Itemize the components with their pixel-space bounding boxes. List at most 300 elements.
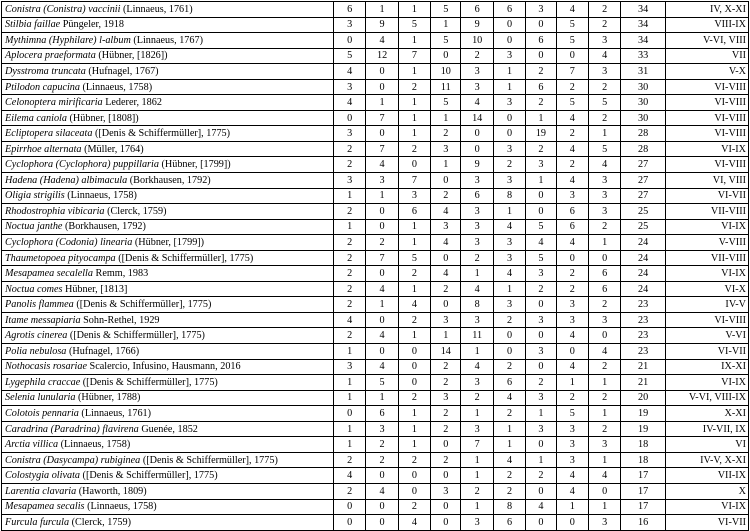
count-cell-2: 0: [366, 515, 398, 531]
species-name: Dysstroma truncata: [5, 65, 86, 77]
count-cell-3: 1: [398, 95, 430, 111]
count-cell-9: 4: [588, 468, 620, 484]
count-cell-9: 0: [588, 250, 620, 266]
count-cell-7: 3: [526, 266, 556, 282]
count-cell-8: 3: [556, 421, 588, 437]
count-cell-6: 0: [493, 344, 525, 360]
species-name: Conistra (Dasycampa) rubiginea: [5, 454, 141, 466]
species-name: Colotois pennaria: [5, 407, 79, 419]
count-cell-3: 4: [398, 515, 430, 531]
count-cell-1: 3: [334, 17, 366, 33]
count-cell-1: 2: [334, 157, 366, 173]
count-cell-5: 0: [461, 126, 493, 142]
count-cell-2: 1: [366, 390, 398, 406]
count-cell-4: 3: [431, 219, 461, 235]
count-cell-8: 5: [556, 95, 588, 111]
count-cell-2: 4: [366, 328, 398, 344]
total-cell: 27: [621, 157, 666, 173]
species-author: (Hufnagel, 1766): [66, 345, 140, 357]
count-cell-8: 6: [556, 204, 588, 220]
count-cell-6: 0: [493, 33, 525, 49]
total-cell: 23: [621, 344, 666, 360]
species-name: Hadena (Hadena) albimacula: [5, 174, 128, 186]
count-cell-7: 1: [526, 173, 556, 189]
count-cell-1: 0: [334, 499, 366, 515]
total-cell: 30: [621, 110, 666, 126]
species-name: Thaumetopoea pityocampa: [5, 252, 116, 264]
count-cell-5: 2: [461, 48, 493, 64]
total-cell: 28: [621, 141, 666, 157]
total-cell: 27: [621, 188, 666, 204]
total-cell: 17: [621, 483, 666, 499]
count-cell-1: 1: [334, 219, 366, 235]
flight-months-cell: VI-VII: [665, 188, 748, 204]
count-cell-9: 3: [588, 437, 620, 453]
count-cell-9: 3: [588, 188, 620, 204]
count-cell-3: 0: [398, 483, 430, 499]
total-cell: 24: [621, 250, 666, 266]
count-cell-1: 0: [334, 406, 366, 422]
count-cell-1: 4: [334, 95, 366, 111]
count-cell-1: 1: [334, 188, 366, 204]
count-cell-4: 2: [431, 281, 461, 297]
count-cell-7: 19: [526, 126, 556, 142]
count-cell-7: 1: [526, 452, 556, 468]
total-cell: 17: [621, 468, 666, 484]
count-cell-2: 0: [366, 219, 398, 235]
count-cell-9: 5: [588, 141, 620, 157]
count-cell-5: 7: [461, 437, 493, 453]
table-row: [2, 483, 749, 499]
count-cell-3: 6: [398, 204, 430, 220]
species-name: Rhodostrophia vibicaria: [5, 205, 105, 217]
count-cell-7: 0: [526, 204, 556, 220]
count-cell-3: 2: [398, 452, 430, 468]
count-cell-2: 3: [366, 173, 398, 189]
count-cell-3: 1: [398, 64, 430, 80]
count-cell-6: 3: [493, 235, 525, 251]
count-cell-6: 2: [493, 157, 525, 173]
species-name: Cyclophora (Codonia) linearia: [5, 236, 133, 248]
count-cell-8: 3: [556, 188, 588, 204]
count-cell-7: 1: [526, 406, 556, 422]
count-cell-8: 0: [556, 344, 588, 360]
count-cell-3: 7: [398, 173, 430, 189]
species-author: (Müller, 1764): [81, 143, 144, 155]
species-author: (Borkhausen, 1792): [127, 174, 211, 186]
count-cell-8: 4: [556, 110, 588, 126]
count-cell-1: 2: [334, 328, 366, 344]
count-cell-1: 2: [334, 452, 366, 468]
flight-months-cell: V-VIII: [665, 235, 748, 251]
count-cell-9: 3: [588, 173, 620, 189]
count-cell-7: 3: [526, 390, 556, 406]
species-cell: [2, 406, 334, 422]
flight-months-cell: VII-VIII: [665, 204, 748, 220]
species-author: ([Denis & Schiffermüller], 1775): [73, 299, 212, 311]
count-cell-1: 1: [334, 421, 366, 437]
count-cell-4: 2: [431, 421, 461, 437]
count-cell-4: 2: [431, 188, 461, 204]
flight-months-cell: VI: [665, 437, 748, 453]
count-cell-5: 1: [461, 266, 493, 282]
total-cell: 17: [621, 499, 666, 515]
count-cell-8: 4: [556, 2, 588, 18]
count-cell-3: 3: [398, 188, 430, 204]
count-cell-5: 3: [461, 79, 493, 95]
species-author: (Borkhausen, 1792): [62, 221, 146, 233]
species-author: Lederer, 1862: [102, 97, 162, 109]
count-cell-9: 1: [588, 126, 620, 142]
count-cell-5: 3: [461, 375, 493, 391]
count-cell-1: 2: [334, 204, 366, 220]
count-cell-4: 3: [431, 312, 461, 328]
species-author: Scalercio, Infusino, Hausmann, 2016: [86, 361, 241, 373]
count-cell-9: 3: [588, 515, 620, 531]
count-cell-2: 0: [366, 266, 398, 282]
table-row: [2, 235, 749, 251]
count-cell-7: 0: [526, 188, 556, 204]
count-cell-3: 2: [398, 390, 430, 406]
species-name: Caradrina (Paradrina) flavirena: [5, 423, 139, 435]
count-cell-9: 2: [588, 110, 620, 126]
count-cell-9: 3: [588, 64, 620, 80]
species-author: (Linnaeus, 1758): [79, 81, 153, 93]
table-row: [2, 188, 749, 204]
count-cell-3: 5: [398, 17, 430, 33]
count-cell-7: 6: [526, 79, 556, 95]
count-cell-6: 3: [493, 141, 525, 157]
count-cell-1: 2: [334, 141, 366, 157]
table-row: [2, 95, 749, 111]
total-cell: 34: [621, 2, 666, 18]
count-cell-4: 1: [431, 17, 461, 33]
count-cell-7: 2: [526, 141, 556, 157]
count-cell-1: 2: [334, 235, 366, 251]
count-cell-5: 3: [461, 235, 493, 251]
count-cell-7: 0: [526, 437, 556, 453]
total-cell: 30: [621, 79, 666, 95]
count-cell-3: 1: [398, 437, 430, 453]
table-row: [2, 17, 749, 33]
total-cell: 16: [621, 515, 666, 531]
count-cell-8: 4: [556, 483, 588, 499]
count-cell-2: 4: [366, 281, 398, 297]
species-cell: [2, 33, 334, 49]
table-row: [2, 64, 749, 80]
count-cell-1: 3: [334, 126, 366, 142]
table-row: [2, 204, 749, 220]
flight-months-cell: VII-VIII: [665, 250, 748, 266]
flight-months-cell: IV-V, X-XI: [665, 452, 748, 468]
count-cell-9: 2: [588, 79, 620, 95]
count-cell-7: 0: [526, 328, 556, 344]
count-cell-3: 1: [398, 281, 430, 297]
species-cell: [2, 95, 334, 111]
count-cell-8: 1: [556, 375, 588, 391]
species-name: Agrotis cinerea: [5, 330, 68, 342]
count-cell-3: 5: [398, 250, 430, 266]
total-cell: 21: [621, 359, 666, 375]
count-cell-1: 1: [334, 437, 366, 453]
count-cell-5: 3: [461, 312, 493, 328]
count-cell-1: 2: [334, 250, 366, 266]
table-row: [2, 344, 749, 360]
species-name: Nothocasis rosariae: [5, 361, 87, 373]
species-name: Epirrhoe alternata: [5, 143, 82, 155]
count-cell-6: 4: [493, 219, 525, 235]
count-cell-6: 1: [493, 79, 525, 95]
count-cell-7: 2: [526, 95, 556, 111]
count-cell-8: 5: [556, 33, 588, 49]
species-author: (Hübner, [1808]): [66, 112, 139, 124]
count-cell-1: 3: [334, 173, 366, 189]
species-author: ([Denis & Schiffermüller], 1775): [67, 330, 205, 342]
count-cell-7: 0: [526, 515, 556, 531]
species-author: (Hufnagel, 1767): [85, 65, 159, 77]
count-cell-8: 3: [556, 452, 588, 468]
species-name: Conistra (Conistra) vaccinii: [5, 3, 121, 15]
count-cell-5: 10: [461, 33, 493, 49]
species-cell: [2, 390, 334, 406]
flight-months-cell: IV, X-XI: [665, 2, 748, 18]
count-cell-1: 1: [334, 375, 366, 391]
count-cell-2: 1: [366, 95, 398, 111]
species-author: ([Denis & Schiffermüller], 1775): [80, 470, 218, 482]
count-cell-8: 4: [556, 235, 588, 251]
count-cell-2: 12: [366, 48, 398, 64]
count-cell-8: 3: [556, 437, 588, 453]
count-cell-5: 2: [461, 390, 493, 406]
count-cell-8: 2: [556, 266, 588, 282]
count-cell-6: 2: [493, 406, 525, 422]
count-cell-2: 5: [366, 375, 398, 391]
table-row: [2, 452, 749, 468]
count-cell-8: 4: [556, 468, 588, 484]
count-cell-4: 2: [431, 452, 461, 468]
count-cell-6: 6: [493, 515, 525, 531]
count-cell-9: 6: [588, 266, 620, 282]
count-cell-8: 3: [556, 297, 588, 313]
total-cell: 34: [621, 17, 666, 33]
species-cell: [2, 188, 334, 204]
count-cell-4: 3: [431, 483, 461, 499]
count-cell-7: 2: [526, 64, 556, 80]
species-cell: [2, 515, 334, 531]
flight-months-cell: VI-IX: [665, 141, 748, 157]
count-cell-8: 5: [556, 406, 588, 422]
count-cell-4: 2: [431, 406, 461, 422]
count-cell-1: 3: [334, 359, 366, 375]
total-cell: 19: [621, 406, 666, 422]
species-cell: [2, 344, 334, 360]
species-author: (Hübner, [1826]): [95, 50, 168, 62]
count-cell-7: 6: [526, 33, 556, 49]
count-cell-2: 0: [366, 64, 398, 80]
species-cell: [2, 312, 334, 328]
species-cell: [2, 421, 334, 437]
species-author: ([Denis & Schiffermüller], 1775): [92, 128, 231, 140]
species-cell: [2, 437, 334, 453]
count-cell-8: 3: [556, 312, 588, 328]
count-cell-2: 4: [366, 359, 398, 375]
count-cell-4: 3: [431, 390, 461, 406]
count-cell-7: 0: [526, 483, 556, 499]
total-cell: 24: [621, 235, 666, 251]
count-cell-9: 3: [588, 33, 620, 49]
count-cell-3: 1: [398, 33, 430, 49]
count-cell-9: 2: [588, 390, 620, 406]
table-row: [2, 437, 749, 453]
count-cell-6: 2: [493, 468, 525, 484]
count-cell-2: 6: [366, 406, 398, 422]
count-cell-2: 1: [366, 2, 398, 18]
count-cell-4: 5: [431, 33, 461, 49]
species-cell: [2, 266, 334, 282]
flight-months-cell: V-X: [665, 64, 748, 80]
count-cell-6: 4: [493, 390, 525, 406]
count-cell-5: 8: [461, 297, 493, 313]
count-cell-9: 0: [588, 328, 620, 344]
count-cell-3: 1: [398, 126, 430, 142]
count-cell-9: 2: [588, 297, 620, 313]
count-cell-9: 2: [588, 17, 620, 33]
count-cell-8: 2: [556, 281, 588, 297]
count-cell-6: 0: [493, 110, 525, 126]
species-author: (Clerck, 1759): [104, 205, 167, 217]
count-cell-9: 2: [588, 421, 620, 437]
flight-months-cell: VI-IX: [665, 219, 748, 235]
count-cell-8: 2: [556, 157, 588, 173]
species-author: (Hübner, [1799]): [158, 159, 231, 171]
count-cell-5: 3: [461, 219, 493, 235]
species-name: Ptilodon capucina: [5, 81, 80, 93]
species-cell: [2, 2, 334, 18]
species-cell: [2, 48, 334, 64]
species-cell: [2, 64, 334, 80]
count-cell-6: 4: [493, 266, 525, 282]
count-cell-3: 2: [398, 79, 430, 95]
count-cell-1: 2: [334, 266, 366, 282]
count-cell-3: 0: [398, 157, 430, 173]
species-author: Sohn-Rethel, 1929: [80, 314, 160, 326]
count-cell-7: 3: [526, 312, 556, 328]
count-cell-6: 3: [493, 48, 525, 64]
table-row: [2, 468, 749, 484]
total-cell: 25: [621, 219, 666, 235]
total-cell: 31: [621, 64, 666, 80]
count-cell-1: 1: [334, 344, 366, 360]
flight-months-cell: VI-VIII: [665, 110, 748, 126]
count-cell-7: 0: [526, 17, 556, 33]
total-cell: 19: [621, 421, 666, 437]
count-cell-5: 9: [461, 17, 493, 33]
count-cell-8: 4: [556, 141, 588, 157]
species-cell: [2, 79, 334, 95]
count-cell-3: 0: [398, 468, 430, 484]
species-cell: [2, 204, 334, 220]
flight-months-cell: VI-VIII: [665, 157, 748, 173]
count-cell-1: 6: [334, 2, 366, 18]
species-cell: [2, 219, 334, 235]
count-cell-9: 3: [588, 312, 620, 328]
species-cell: [2, 173, 334, 189]
count-cell-9: 0: [588, 483, 620, 499]
count-cell-7: 5: [526, 219, 556, 235]
count-cell-6: 1: [493, 204, 525, 220]
count-cell-8: 0: [556, 515, 588, 531]
species-name: Aplocera praeformata: [5, 50, 96, 62]
count-cell-5: 4: [461, 95, 493, 111]
count-cell-4: 2: [431, 126, 461, 142]
count-cell-1: 0: [334, 33, 366, 49]
flight-months-cell: VI-IX: [665, 375, 748, 391]
count-cell-2: 7: [366, 250, 398, 266]
count-cell-8: 2: [556, 390, 588, 406]
flight-months-cell: V-VI: [665, 328, 748, 344]
count-cell-1: 4: [334, 312, 366, 328]
total-cell: 20: [621, 390, 666, 406]
flight-months-cell: V-VI, VIII-IX: [665, 390, 748, 406]
species-cell: [2, 281, 334, 297]
count-cell-8: 2: [556, 79, 588, 95]
count-cell-3: 1: [398, 110, 430, 126]
count-cell-7: 0: [526, 48, 556, 64]
species-name: Panolis flammea: [5, 299, 74, 311]
count-cell-3: 1: [398, 406, 430, 422]
count-cell-6: 8: [493, 188, 525, 204]
species-name: Ecliptopera silaceata: [5, 128, 93, 140]
count-cell-4: 0: [431, 173, 461, 189]
count-cell-6: 3: [493, 250, 525, 266]
count-cell-5: 6: [461, 2, 493, 18]
count-cell-2: 1: [366, 297, 398, 313]
total-cell: 33: [621, 48, 666, 64]
count-cell-7: 2: [526, 468, 556, 484]
count-cell-4: 0: [431, 250, 461, 266]
flight-months-cell: VI-X: [665, 281, 748, 297]
count-cell-3: 1: [398, 2, 430, 18]
table-row: [2, 312, 749, 328]
count-cell-2: 4: [366, 483, 398, 499]
count-cell-4: 0: [431, 499, 461, 515]
total-cell: 23: [621, 297, 666, 313]
count-cell-6: 1: [493, 421, 525, 437]
species-author: (Linnaeus, 1761): [78, 407, 152, 419]
count-cell-4: 5: [431, 2, 461, 18]
count-cell-5: 14: [461, 110, 493, 126]
count-cell-5: 1: [461, 406, 493, 422]
count-cell-2: 1: [366, 188, 398, 204]
count-cell-1: 2: [334, 281, 366, 297]
flight-months-cell: VII-IX: [665, 468, 748, 484]
flight-months-cell: VIII-IX: [665, 17, 748, 33]
count-cell-9: 1: [588, 452, 620, 468]
flight-months-cell: VI-VII: [665, 515, 748, 531]
count-cell-6: 2: [493, 483, 525, 499]
table-row: [2, 499, 749, 515]
count-cell-3: 2: [398, 312, 430, 328]
count-cell-7: 4: [526, 499, 556, 515]
count-cell-6: 2: [493, 312, 525, 328]
species-name: Itame messapiaria: [5, 314, 81, 326]
count-cell-5: 3: [461, 421, 493, 437]
count-cell-8: 1: [556, 499, 588, 515]
count-cell-3: 1: [398, 328, 430, 344]
species-name: Noctua janthe: [5, 221, 63, 233]
count-cell-4: 0: [431, 437, 461, 453]
species-cell: [2, 499, 334, 515]
